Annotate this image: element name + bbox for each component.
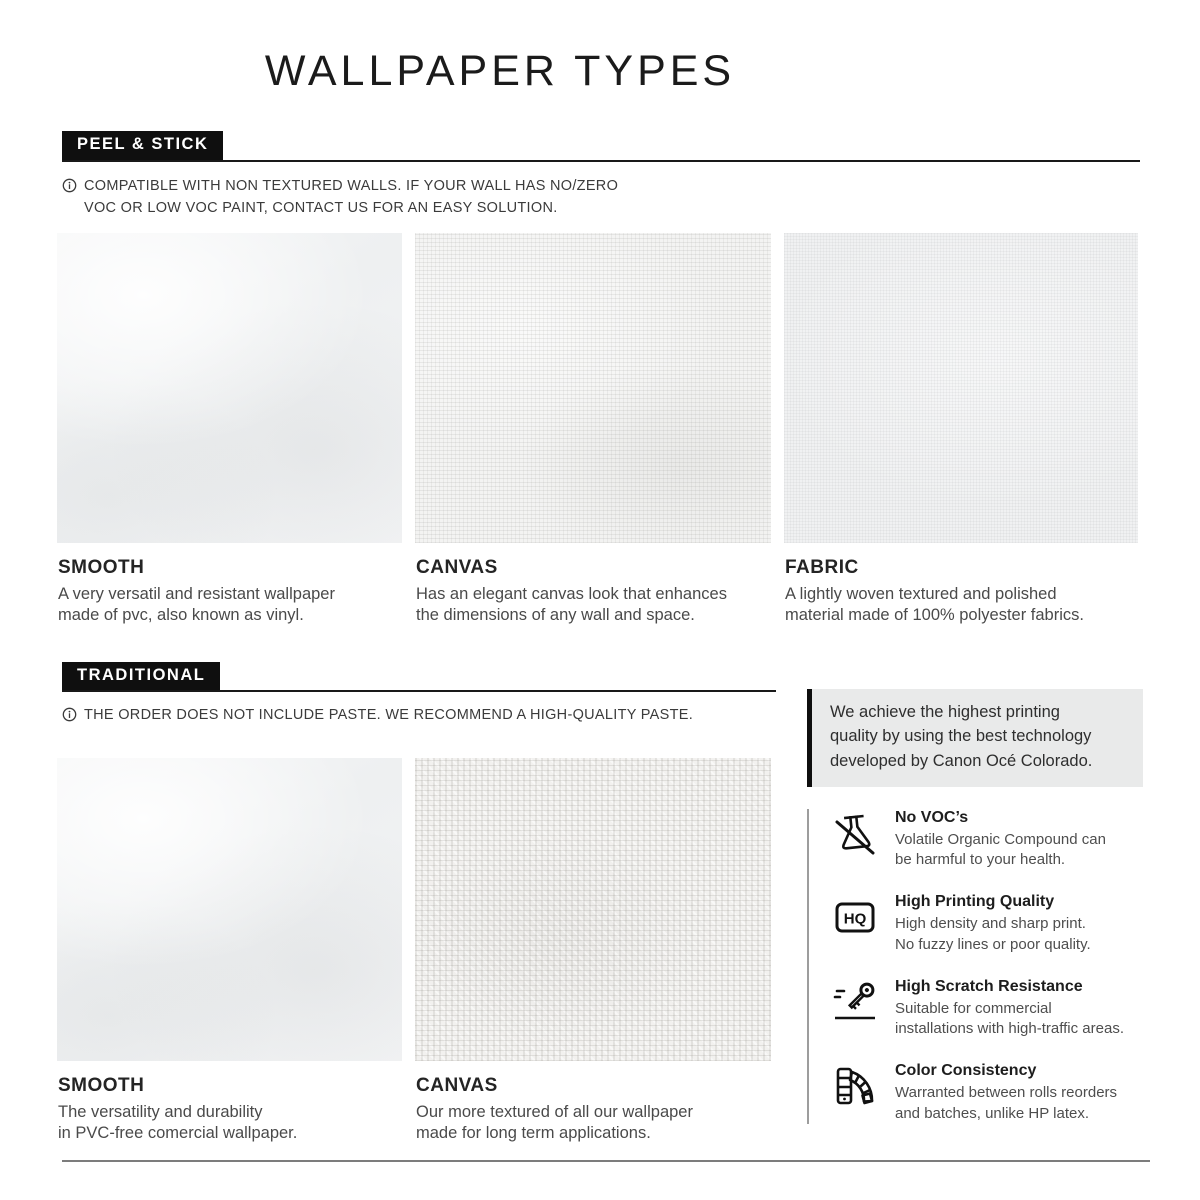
canvas-texture-image — [415, 233, 771, 543]
swatch-name: CANVAS — [416, 557, 498, 579]
swatch-description — [415, 1102, 771, 1144]
feature-description — [895, 1083, 1117, 1124]
desc-line: Has an elegant canvas look that enhances — [416, 585, 727, 604]
swatch-description — [784, 584, 1138, 626]
desc-line: the dimensions of any wall and space. — [416, 606, 695, 625]
swatch-card-fabric — [784, 233, 1138, 626]
swatch-name: SMOOTH — [58, 1075, 145, 1097]
smooth-texture-image — [57, 758, 402, 1061]
desc-line: A very versatil and resistant wallpaper — [58, 585, 335, 604]
hq-badge-icon — [831, 893, 879, 941]
feature-text — [895, 893, 1091, 955]
feature-list — [807, 809, 1143, 1124]
feature-color-consistency — [831, 1062, 1143, 1124]
swatch-description — [57, 1102, 402, 1144]
quote-box — [807, 689, 1143, 787]
color-swatchbook-icon — [831, 1062, 879, 1110]
desc-line: installations with high-traffic areas. — [895, 1020, 1124, 1038]
swatch-name: FABRIC — [785, 557, 859, 579]
desc-line: High density and sharp print. — [895, 915, 1086, 933]
desc-line: in PVC-free comercial wallpaper. — [58, 1124, 298, 1143]
desc-line: made of pvc, also known as vinyl. — [58, 606, 304, 625]
peel-stick-label: PEEL & STICK — [62, 131, 223, 160]
note-line: COMPATIBLE WITH NON TEXTURED WALLS. IF YOUR WALL HAS NO/ZERO — [84, 177, 619, 194]
desc-line: A lightly woven textured and polished — [785, 585, 1057, 604]
page-title: WALLPAPER TYPES — [264, 47, 736, 95]
peel-stick-swatch-row — [57, 233, 1200, 626]
info-icon — [62, 707, 77, 722]
quote-line: developed by Canon Océ Colorado. — [830, 752, 1093, 771]
feature-description — [895, 914, 1091, 955]
feature-no-voc — [831, 809, 1143, 871]
desc-line: No fuzzy lines or poor quality. — [895, 935, 1091, 953]
info-column — [807, 662, 1143, 1124]
swatch-description — [415, 584, 771, 626]
feature-scratch-resistance — [831, 978, 1143, 1040]
swatch-card-canvas — [415, 233, 771, 626]
feature-title: High Scratch Resistance — [895, 977, 1083, 995]
fabric-texture-image — [784, 233, 1138, 543]
feature-title: No VOC’s — [895, 808, 969, 826]
desc-line: Warranted between rolls reorders — [895, 1084, 1118, 1102]
feature-description — [895, 999, 1124, 1040]
scratch-key-icon — [831, 978, 879, 1026]
info-icon — [62, 178, 77, 193]
swatch-card-smooth — [57, 758, 402, 1144]
desc-line: made for long term applications. — [416, 1124, 651, 1143]
swatch-card-smooth — [57, 233, 402, 626]
feature-title: High Printing Quality — [895, 893, 1055, 911]
desc-line: Suitable for commercial — [895, 999, 1052, 1017]
desc-line: Volatile Organic Compound can — [895, 830, 1106, 848]
swatch-name: SMOOTH — [58, 557, 145, 579]
traditional-note-text — [84, 705, 693, 727]
bottom-divider — [62, 1160, 1150, 1162]
swatch-description — [57, 584, 402, 626]
smooth-texture-image — [57, 233, 402, 543]
traditional-note — [62, 705, 776, 727]
quote-line: We achieve the highest printing — [830, 702, 1060, 721]
desc-line: and batches, unlike HP latex. — [895, 1104, 1090, 1122]
traditional-label: TRADITIONAL — [62, 662, 220, 691]
swatch-name: CANVAS — [416, 1075, 498, 1097]
feature-text — [895, 978, 1124, 1040]
desc-line: Our more textured of all our wallpaper — [416, 1103, 693, 1122]
feature-text — [895, 1062, 1117, 1124]
traditional-column — [57, 662, 776, 1145]
quote-text — [812, 689, 1143, 787]
note-line: THE ORDER DOES NOT INCLUDE PASTE. WE RECOMMEND A HIGH-QUALITY PASTE. — [84, 707, 694, 724]
section-header-peel-stick — [62, 131, 1140, 162]
desc-line: be harmful to your health. — [895, 851, 1066, 869]
section-header-traditional — [62, 662, 776, 693]
feature-text — [895, 809, 1106, 871]
note-line: VOC OR LOW VOC PAINT, CONTACT US FOR AN EASY SOLUTION. — [84, 199, 558, 216]
bottom-section — [57, 662, 1200, 1145]
hq-icon-text: HQ — [843, 910, 867, 928]
canvas-texture-image — [415, 758, 771, 1061]
peel-stick-note-text — [84, 176, 618, 220]
feature-high-printing-quality — [831, 893, 1143, 955]
feature-description — [895, 830, 1106, 871]
traditional-swatch-row — [57, 758, 776, 1144]
no-voc-flask-icon — [831, 809, 879, 857]
desc-line: The versatility and durability — [58, 1103, 263, 1122]
desc-line: material made of 100% polyester fabrics. — [785, 606, 1084, 625]
feature-title: Color Consistency — [895, 1062, 1037, 1080]
quote-line: quality by using the best technology — [830, 727, 1092, 746]
swatch-card-canvas — [415, 758, 771, 1144]
peel-stick-note — [62, 176, 1140, 220]
